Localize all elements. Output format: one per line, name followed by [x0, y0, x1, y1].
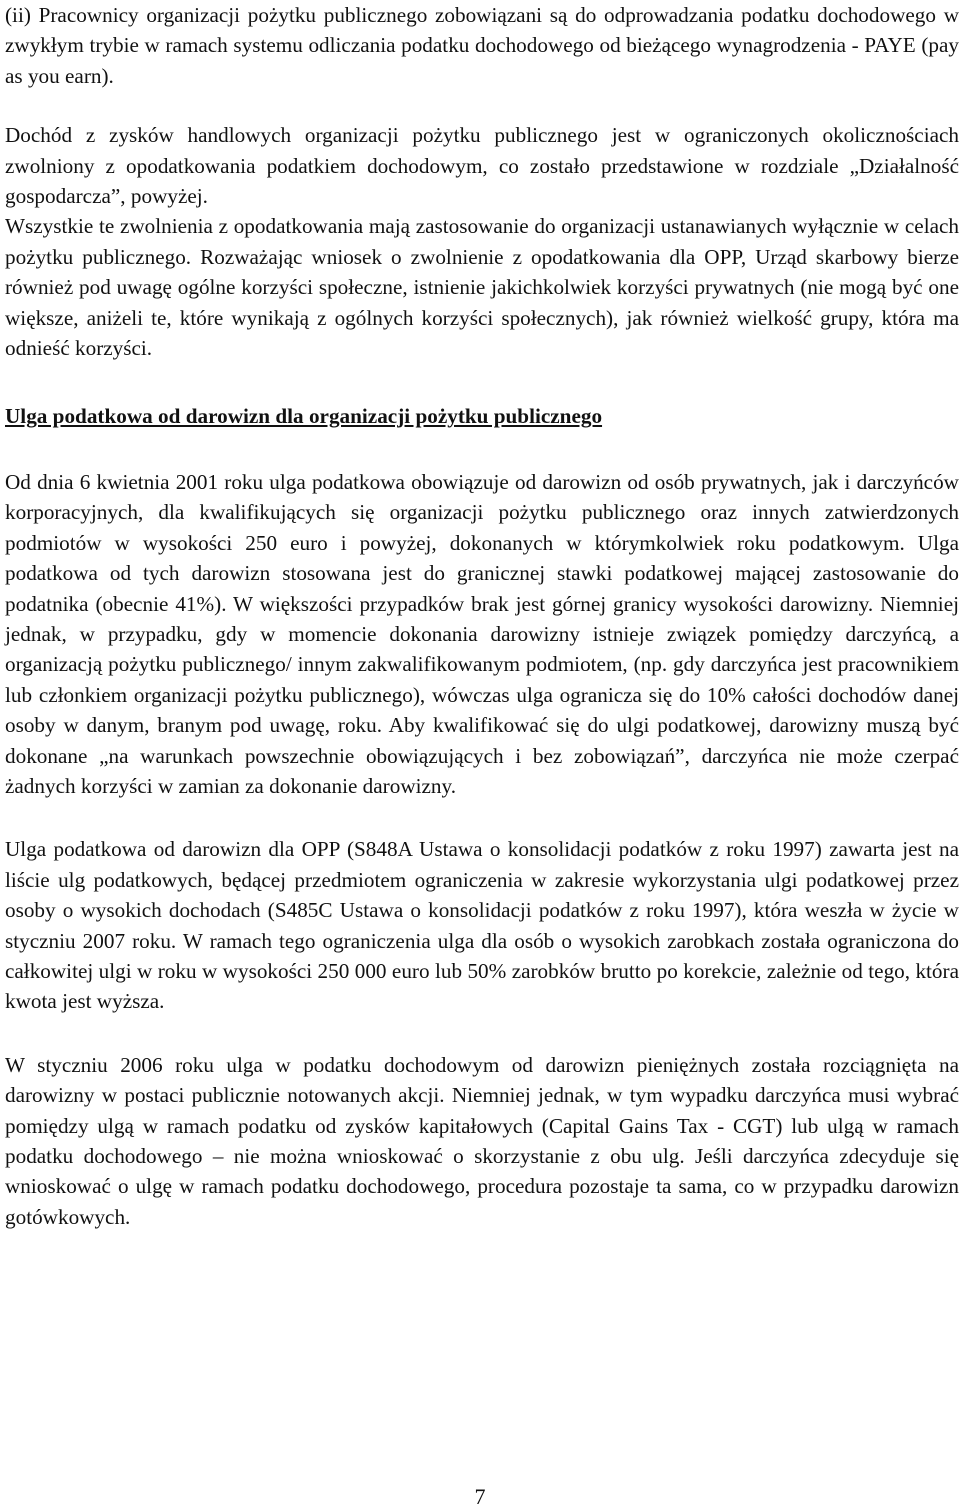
document-page [5, 0, 959, 1232]
list-item-ii: (ii) Pracownicy organizacji pożytku publicznego zobowiązani są do odprowadzania podatku dochodowego w zwykłym trybie w ramach systemu odliczania podatku dochodowego od bieżącego wynagrodzenia - PAYE (pay as you earn). [5, 3, 959, 88]
paragraph-2006: W styczniu 2006 roku ulga w podatku dochodowym od darowizn pieniężnych została rozciągnięta na darowizny w postaci publicznie notowanych akcji. Niemniej jednak, w tym wypadku darczyńca musi wybrać pomiędzy ulgą w ramach podatku od zysków kapitałowych (Capital Gains Tax - CGT) lub ulgą w ramach podatku dochodowego – nie można wnioskować o skorzystanie z obu ulg. Jeśli darczyńca zdecyduje się wnioskować o ulgę w ramach podatku dochodowego, procedura pozostaje ta sama, co w przypadku darowizn gotówkowych. [5, 1052, 959, 1229]
page-number: 7 [474, 1484, 486, 1509]
paragraph-exemptions: Wszystkie te zwolnienia z opodatkowania mają zastosowanie do organizacji ustanawianych wyłącznie w celach pożytku publicznego. Rozważając wniosek o zwolnienie z opodatkowania dla OPP, Urząd skarbowy bierze również pod uwagę ogólne korzyści społeczne, istnienie jakichkolwiek korzyści prywatnych (nie mogą być one większe, aniżeli te, które wynikają z ogólnych korzyści społecznych), jak również wielkość grupy, która ma odnieść korzyści. [5, 214, 959, 361]
paragraph-s848a: Ulga podatkowa od darowizn dla OPP (S848A Ustawa o konsolidacji podatków z roku 1997) zawarta jest na liście ulg podatkowych, będącej przedmiotem ograniczenia w zakresie wykorzystania ulgi podatkowej przez osoby o wysokich dochodach (S485C Ustawa o konsolidacji podatków z roku 1997), która weszła w życie w styczniu 2007 roku. W ramach tego ograniczenia ulga dla osób o wysokich zarobkach została ograniczona do całkowitej ulgi w roku w wysokości 250 000 euro lub 50% zarobków brutto po korekcie, zależnie od tego, która kwota jest wyższa. [5, 837, 959, 1014]
paragraph-2001: Od dnia 6 kwietnia 2001 roku ulga podatkowa obowiązuje od darowizn od osób prywatnych, jak i darczyńców korporacyjnych, dla kwalifikujących się organizacji pożytku publicznego oraz innych zatwierdzonych podmiotów w wysokości 250 euro i powyżej, dokonanych w którymkolwiek roku podatkowym. Ulga podatkowa od tych darowizn stosowana jest do granicznej stawki podatkowej mającej zastosowanie do podatnika (obecnie 41%). W większości przypadków brak jest górnej granicy wysokości darowizny. Niemniej jednak, w przypadku, gdy w momencie dokonania darowizny istnieje związek pomiędzy darczyńcą, a organizacją pożytku publicznego/ innym zakwalifikowanym podmiotem, (np. gdy darczyńca jest pracownikiem lub członkiem organizacji pożytku publicznego), wówczas ulga ogranicza się do 10% całości dochodów danej osoby w danym, branym pod uwagę, roku. Aby kwalifikować się do ulgi podatkowej, darowizny muszą być dokonane „na warunkach powszechnie obowiązujących i bez zobowiązań”, darczyńca nie może czerpać żadnych korzyści w zamian za dokonanie darowizny. [5, 469, 959, 798]
section-heading: Ulga podatkowa od darowizn dla organizacji pożytku publicznego [5, 404, 603, 429]
paragraph-trading-income: Dochód z zysków handlowych organizacji pożytku publicznego jest w ograniczonych okolicznościach zwolniony z opodatkowania podatkiem dochodowym, co zostało przedstawione w rozdziale „Działalność gospodarcza”, powyżej. [5, 123, 959, 209]
